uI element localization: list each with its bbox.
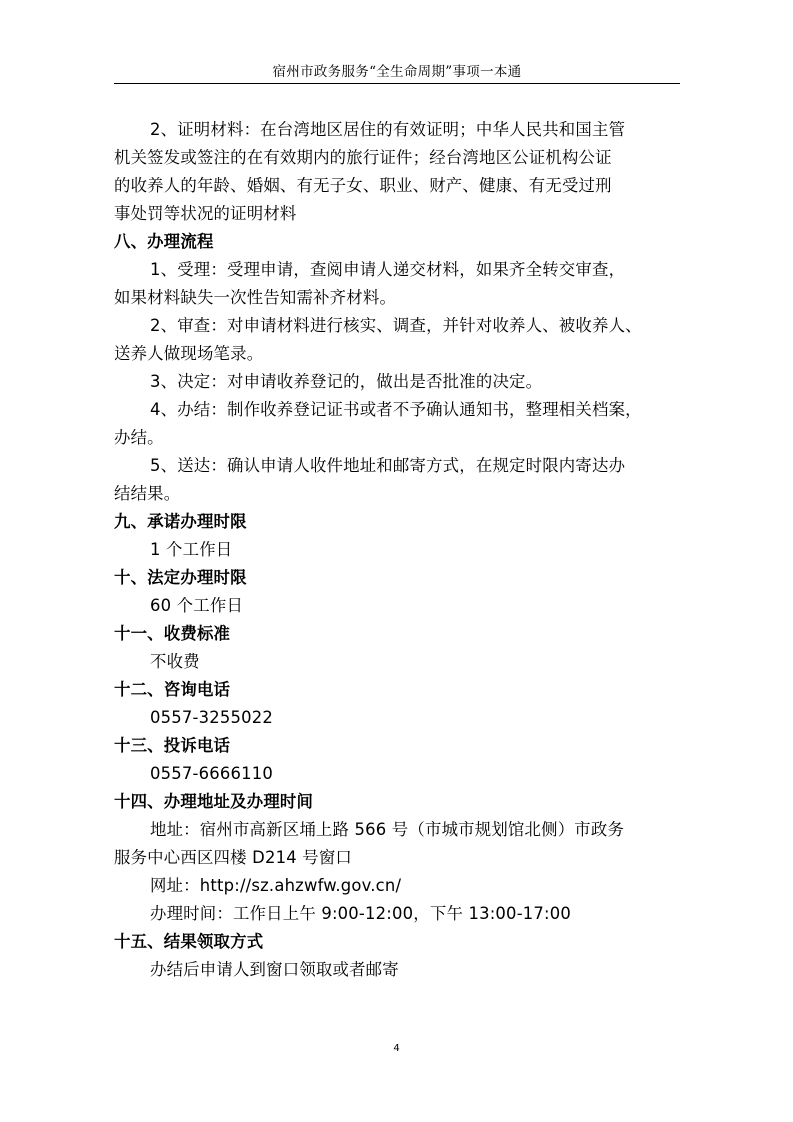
process-step5-line2: 结结果。 [114, 484, 181, 503]
result-pickup-value: 办结后申请人到窗口领取或者邮寄 [150, 960, 399, 979]
section-heading-inquiry-phone: 十二、咨询电话 [114, 680, 231, 699]
fee-value: 不收费 [150, 652, 200, 671]
section-heading-complaint-phone: 十三、投诉电话 [114, 736, 231, 755]
section-heading-result-pickup: 十五、结果领取方式 [114, 932, 264, 951]
promised-time-value: 1 个工作日 [150, 540, 233, 559]
section-heading-promised-time: 九、承诺办理时限 [114, 512, 247, 531]
complaint-phone-value: 0557-6666110 [150, 764, 274, 783]
process-step4-line1: 4、办结：制作收养登记证书或者不予确认通知书，整理相关档案， [150, 400, 642, 419]
section-heading-fee: 十一、收费标准 [114, 624, 231, 643]
section-heading-address-hours: 十四、办理地址及办理时间 [114, 792, 314, 811]
process-step3: 3、决定：对申请收养登记的，做出是否批准的决定。 [150, 372, 543, 391]
process-step1-line2: 如果材料缺失一次性告知需补齐材料。 [114, 288, 397, 307]
section-heading-legal-time: 十、法定办理时限 [114, 568, 247, 587]
materials-item2-line2: 机关签发或签注的在有效期内的旅行证件；经台湾地区公证机构公证 [114, 148, 612, 167]
materials-item2-line4: 事处罚等状况的证明材料 [114, 204, 297, 223]
materials-item2-line1: 2、证明材料：在台湾地区居住的有效证明；中华人民共和国主管 [150, 120, 626, 139]
document-body [114, 116, 680, 984]
section-heading-process: 八、办理流程 [114, 232, 214, 251]
office-hours: 办理时间：工作日上午 9:00-12:00，下午 13:00-17:00 [150, 904, 572, 923]
process-step1-line1: 1、受理：受理申请，查阅申请人递交材料，如果齐全转交审查， [150, 260, 626, 279]
page-header-title: 宿州市政务服务“全生命周期”事项一本通 [272, 64, 522, 80]
materials-item2-line3: 的收养人的年龄、婚姻、有无子女、职业、财产、健康、有无受过刑 [114, 176, 612, 195]
process-step2-line2: 送养人做现场笔录。 [114, 344, 264, 363]
inquiry-phone-value: 0557-3255022 [150, 708, 274, 727]
page-number: 4 [393, 1043, 400, 1054]
address-line1: 地址：宿州市高新区埇上路 566 号（市城市规划馆北侧）市政务 [150, 820, 625, 839]
address-line2: 服务中心西区四楼 D214 号窗口 [114, 848, 353, 867]
process-step5-line1: 5、送达：确认申请人收件地址和邮寄方式，在规定时限内寄达办 [150, 456, 626, 475]
website-text: 网址：http://sz.ahzwfw.gov.cn/ [150, 876, 402, 895]
header-divider [114, 83, 680, 84]
process-step2-line1: 2、审查：对申请材料进行核实、调查，并针对收养人、被收养人、 [150, 316, 642, 335]
process-step4-line2: 办结。 [114, 428, 164, 447]
legal-time-value: 60 个工作日 [150, 596, 244, 615]
